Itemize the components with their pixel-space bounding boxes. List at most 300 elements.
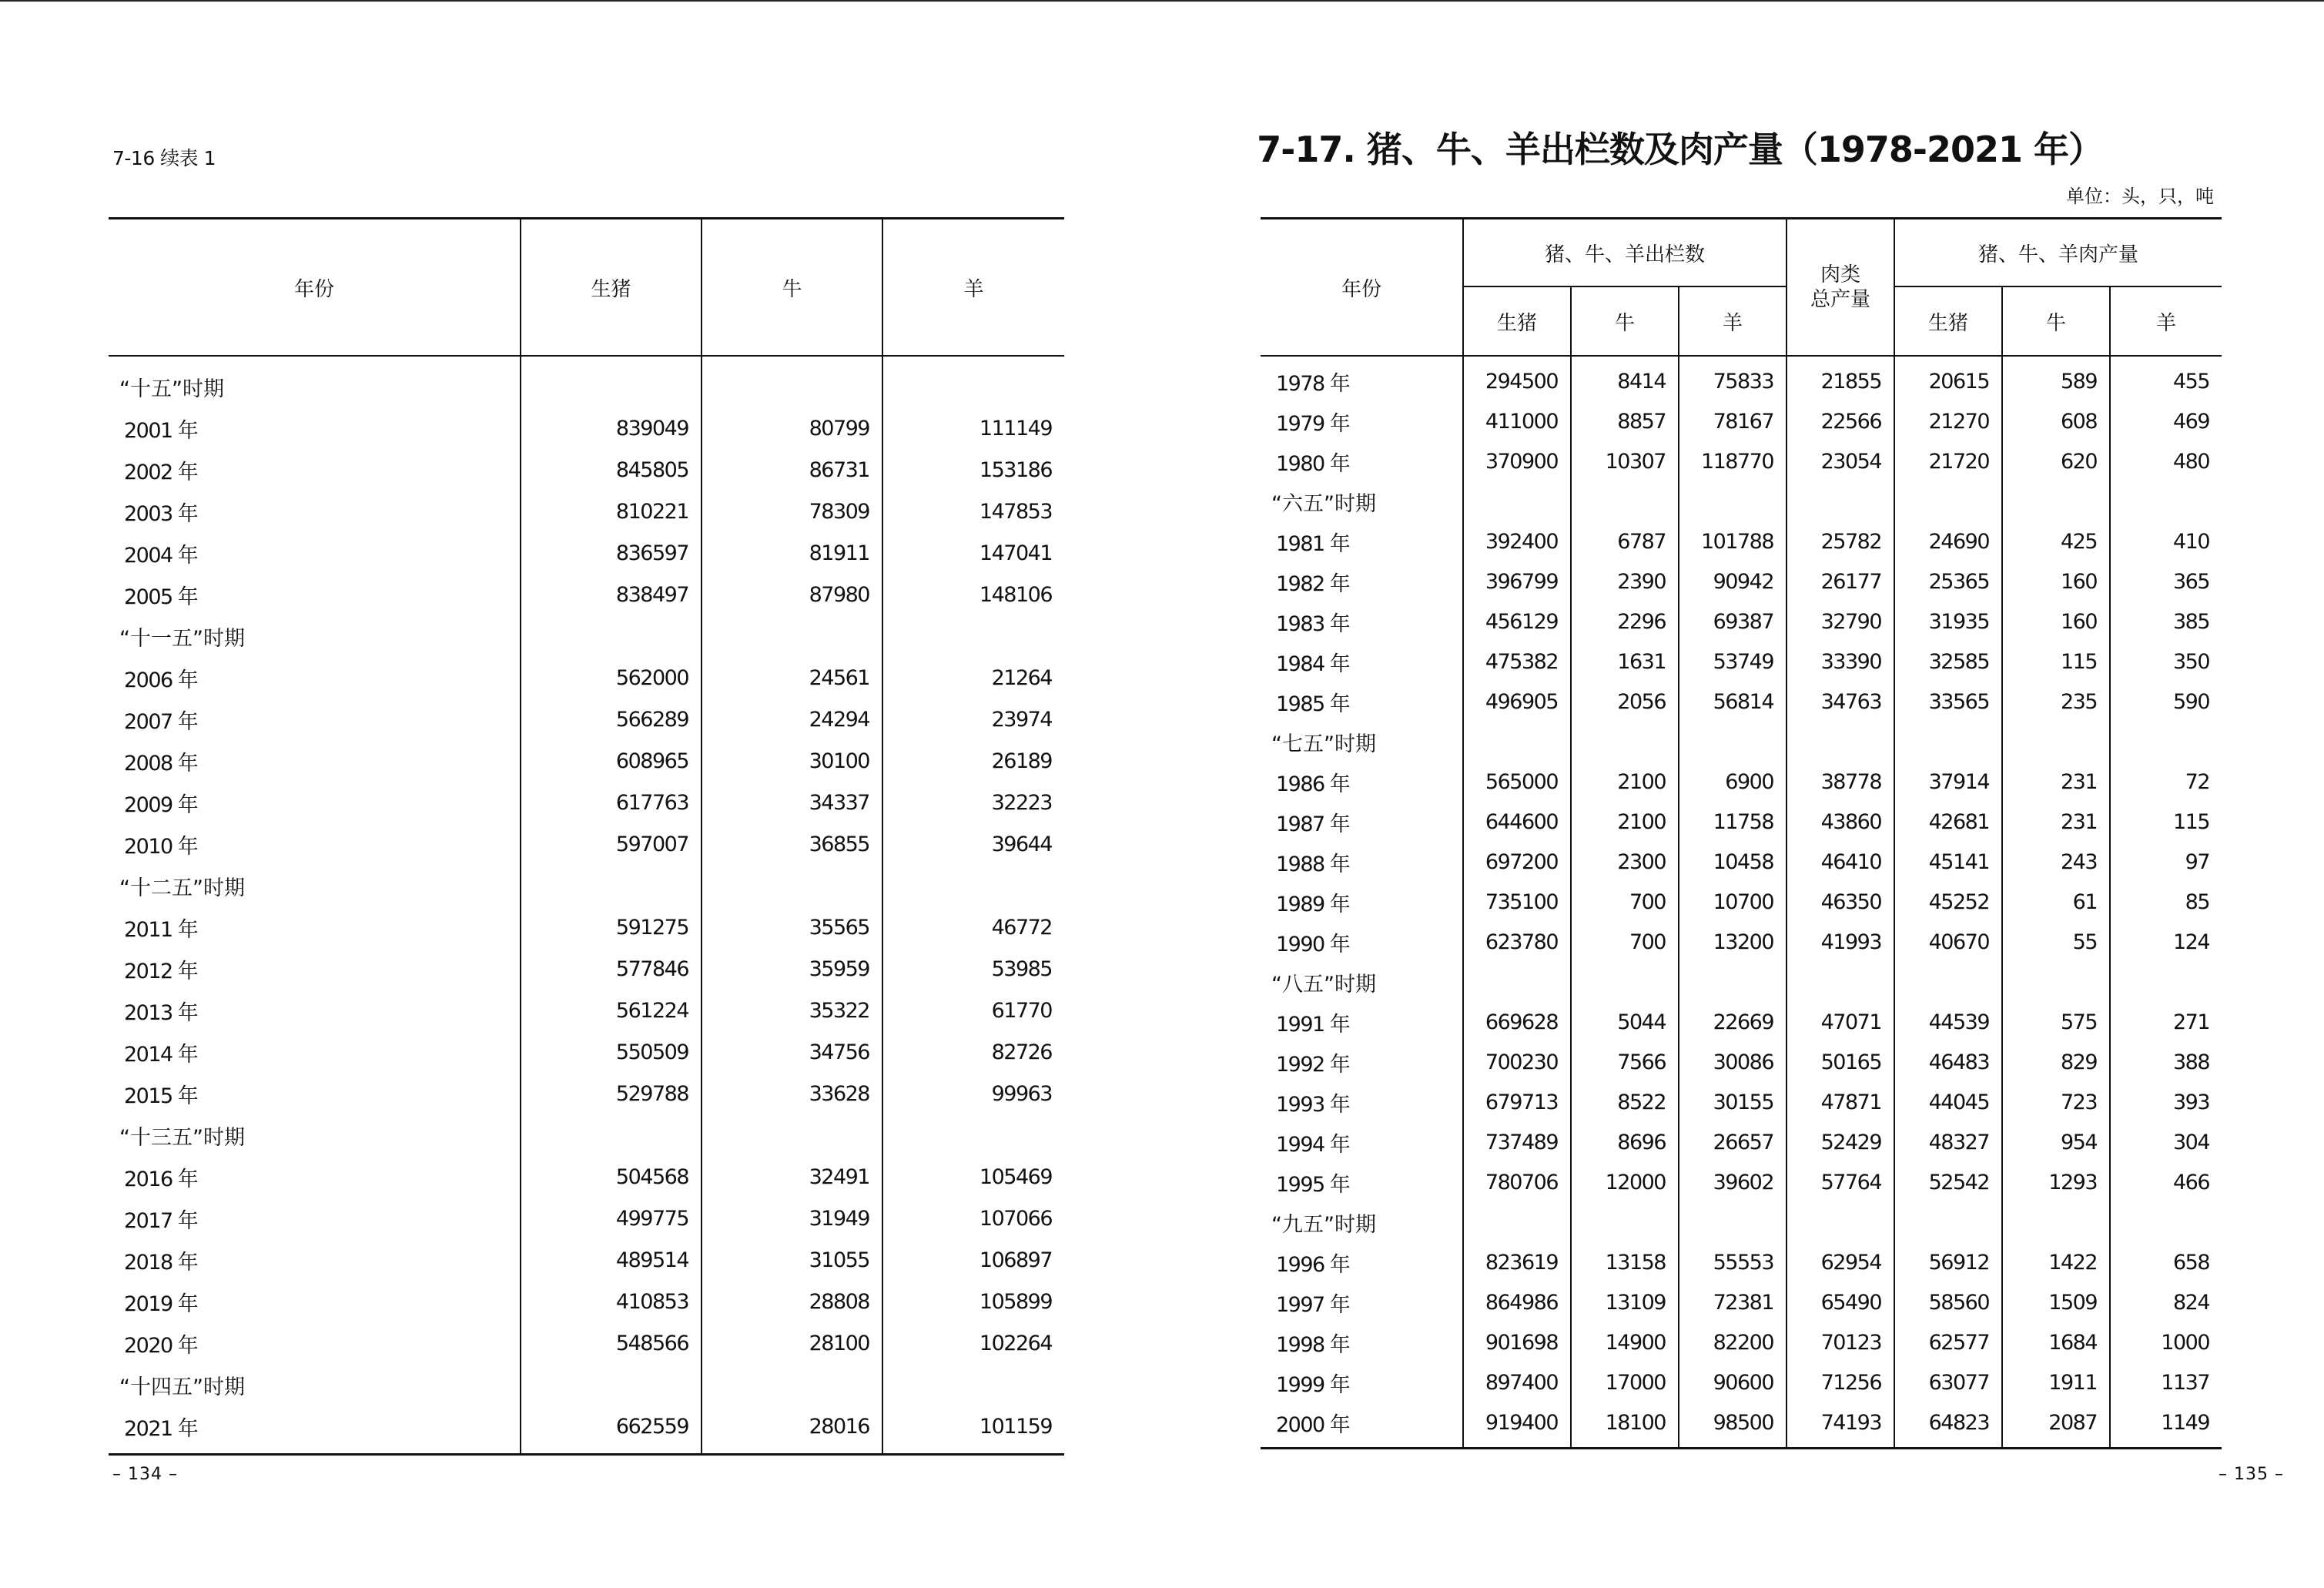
cattle-cell: 13109	[1571, 1282, 1679, 1322]
pork-cell: 32585	[1894, 642, 2002, 682]
pig-cell: 864986	[1463, 1282, 1571, 1322]
sheep-cell: 153186	[882, 449, 1064, 491]
year-cell: 1991 年	[1276, 1012, 1350, 1037]
pig-cell: 845805	[521, 449, 702, 491]
pig-cell: 489514	[521, 1239, 702, 1281]
table-header-row	[109, 219, 1064, 357]
beef-cell: 231	[2002, 802, 2110, 842]
cattle-cell: 32491	[702, 1156, 882, 1198]
sheep-cell: 107066	[882, 1198, 1064, 1239]
pig-cell: 496905	[1463, 682, 1571, 722]
cattle-cell: 13158	[1571, 1242, 1679, 1282]
cattle-cell: 24294	[702, 699, 882, 740]
pork-cell: 24690	[1894, 521, 2002, 561]
mutton-cell: 480	[2110, 441, 2222, 481]
total-cell: 38778	[1787, 762, 1894, 802]
cattle-cell: 8414	[1571, 356, 1679, 401]
cattle-cell: 2056	[1571, 682, 1679, 722]
cattle-cell: 34756	[702, 1031, 882, 1073]
table-row	[1261, 842, 2222, 882]
pork-cell: 20615	[1894, 356, 2002, 401]
year-cell: 2020 年	[124, 1333, 198, 1358]
mutton-cell: 97	[2110, 842, 2222, 882]
year-cell: 2001 年	[124, 418, 198, 443]
year-cell: 2006 年	[124, 668, 198, 692]
sheep-cell: 90600	[1679, 1362, 1787, 1402]
year-cell: 2005 年	[124, 585, 198, 609]
cattle-cell: 36855	[702, 823, 882, 865]
cattle-cell: 1631	[1571, 642, 1679, 682]
beef-cell: 243	[2002, 842, 2110, 882]
empty-cell	[1463, 1202, 1571, 1242]
cattle-cell: 8522	[1571, 1082, 1679, 1122]
empty-cell	[702, 356, 882, 407]
sheep-cell: 101159	[882, 1405, 1064, 1455]
subheader-beef: 牛	[2002, 286, 2110, 356]
beef-cell: 235	[2002, 682, 2110, 722]
pork-cell: 44539	[1894, 1002, 2002, 1042]
empty-cell	[882, 356, 1064, 407]
empty-cell	[1787, 722, 1894, 762]
mutton-cell: 85	[2110, 882, 2222, 922]
pork-cell: 44045	[1894, 1082, 2002, 1122]
year-cell: 1984 年	[1276, 652, 1350, 676]
header-year: 年份	[1261, 219, 1463, 357]
empty-cell	[521, 1114, 702, 1156]
year-cell: 2008 年	[124, 751, 198, 776]
header-total-meat-line2: 总产量	[1810, 288, 1871, 311]
sheep-cell: 105469	[882, 1156, 1064, 1198]
pig-cell: 644600	[1463, 802, 1571, 842]
pig-cell: 561224	[521, 990, 702, 1031]
sheep-cell: 13200	[1679, 922, 1787, 962]
table-row	[109, 1322, 1064, 1364]
total-cell: 74193	[1787, 1402, 1894, 1449]
total-cell: 57764	[1787, 1162, 1894, 1202]
empty-cell	[702, 1364, 882, 1405]
year-cell: 2004 年	[124, 543, 198, 568]
sheep-cell: 147853	[882, 491, 1064, 532]
empty-cell	[1894, 962, 2002, 1002]
period-row	[1261, 722, 2222, 762]
empty-cell	[1679, 962, 1787, 1002]
cattle-cell: 12000	[1571, 1162, 1679, 1202]
empty-cell	[1679, 722, 1787, 762]
mutton-cell: 388	[2110, 1042, 2222, 1082]
pig-cell: 370900	[1463, 441, 1571, 481]
empty-cell	[2002, 962, 2110, 1002]
empty-cell	[2002, 722, 2110, 762]
year-cell: 1993 年	[1276, 1092, 1350, 1117]
table-row	[1261, 1042, 2222, 1082]
year-cell: 2000 年	[1276, 1412, 1350, 1437]
table-row	[1261, 356, 2222, 401]
pork-cell: 64823	[1894, 1402, 2002, 1449]
empty-cell	[521, 1364, 702, 1405]
mutton-cell: 590	[2110, 682, 2222, 722]
total-cell: 34763	[1787, 682, 1894, 722]
table-row	[109, 1156, 1064, 1198]
year-cell: 2002 年	[124, 460, 198, 484]
pig-cell: 623780	[1463, 922, 1571, 962]
sheep-cell: 11758	[1679, 802, 1787, 842]
sheep-cell: 69387	[1679, 601, 1787, 642]
empty-cell	[1571, 481, 1679, 521]
empty-cell	[1463, 722, 1571, 762]
beef-cell: 575	[2002, 1002, 2110, 1042]
empty-cell	[2110, 962, 2222, 1002]
cattle-cell: 31949	[702, 1198, 882, 1239]
empty-cell	[2110, 722, 2222, 762]
year-cell: 2019 年	[124, 1292, 198, 1316]
table-row	[109, 574, 1064, 615]
beef-cell: 160	[2002, 601, 2110, 642]
year-cell: 1978 年	[1276, 371, 1350, 396]
pig-cell: 550509	[521, 1031, 702, 1073]
empty-cell	[702, 615, 882, 657]
cattle-cell: 28808	[702, 1281, 882, 1322]
continued-table-label: 7-16 续表 1	[112, 147, 216, 169]
period-label: “十五”时期	[119, 377, 224, 401]
pig-cell: 504568	[521, 1156, 702, 1198]
sheep-cell: 111149	[882, 407, 1064, 449]
cattle-cell: 80799	[702, 407, 882, 449]
total-cell: 47871	[1787, 1082, 1894, 1122]
sheep-cell: 118770	[1679, 441, 1787, 481]
pork-cell: 42681	[1894, 802, 2002, 842]
year-cell: 1988 年	[1276, 852, 1350, 876]
year-cell: 1981 年	[1276, 531, 1350, 556]
period-row	[109, 356, 1064, 407]
cattle-cell: 2390	[1571, 561, 1679, 601]
pork-cell: 63077	[1894, 1362, 2002, 1402]
pork-cell: 21720	[1894, 441, 2002, 481]
total-cell: 41993	[1787, 922, 1894, 962]
sheep-cell: 32223	[882, 782, 1064, 823]
total-cell: 33390	[1787, 642, 1894, 682]
beef-cell: 954	[2002, 1122, 2110, 1162]
header-meat-group: 猪、牛、羊肉产量	[1894, 219, 2222, 287]
cattle-cell: 86731	[702, 449, 882, 491]
table-row	[109, 532, 1064, 574]
total-cell: 65490	[1787, 1282, 1894, 1322]
total-cell: 71256	[1787, 1362, 1894, 1402]
sheep-cell: 39602	[1679, 1162, 1787, 1202]
cattle-cell: 35959	[702, 948, 882, 990]
header-pig: 生猪	[521, 219, 702, 357]
pig-cell: 700230	[1463, 1042, 1571, 1082]
year-cell: 1985 年	[1276, 692, 1350, 716]
period-row	[1261, 962, 2222, 1002]
pig-cell: 838497	[521, 574, 702, 615]
mutton-cell: 455	[2110, 356, 2222, 401]
year-cell: 1982 年	[1276, 571, 1350, 596]
right-page	[1162, 0, 2324, 1588]
year-cell: 1992 年	[1276, 1052, 1350, 1077]
sheep-cell: 106897	[882, 1239, 1064, 1281]
table-row	[1261, 922, 2222, 962]
sheep-cell: 46772	[882, 906, 1064, 948]
cattle-cell: 6787	[1571, 521, 1679, 561]
header-total-meat	[1787, 219, 1894, 357]
subheader-mutton: 羊	[2110, 286, 2222, 356]
table-row	[109, 1239, 1064, 1281]
pork-cell: 33565	[1894, 682, 2002, 722]
mutton-cell: 115	[2110, 802, 2222, 842]
mutton-cell: 385	[2110, 601, 2222, 642]
period-label: “十一五”时期	[119, 626, 245, 651]
pig-cell: 735100	[1463, 882, 1571, 922]
sheep-cell: 6900	[1679, 762, 1787, 802]
pork-cell: 58560	[1894, 1282, 2002, 1322]
mutton-cell: 469	[2110, 401, 2222, 441]
year-cell: 2016 年	[124, 1167, 198, 1191]
sheep-cell: 98500	[1679, 1402, 1787, 1449]
beef-cell: 1509	[2002, 1282, 2110, 1322]
sheep-cell: 147041	[882, 532, 1064, 574]
sheep-cell: 90942	[1679, 561, 1787, 601]
sheep-cell: 82726	[882, 1031, 1064, 1073]
cattle-cell: 24561	[702, 657, 882, 699]
right-data-table	[1261, 217, 2222, 1449]
beef-cell: 2087	[2002, 1402, 2110, 1449]
year-cell: 1995 年	[1276, 1172, 1350, 1197]
year-cell: 1994 年	[1276, 1132, 1350, 1157]
pig-cell: 294500	[1463, 356, 1571, 401]
pig-cell: 411000	[1463, 401, 1571, 441]
mutton-cell: 824	[2110, 1282, 2222, 1322]
mutton-cell: 410	[2110, 521, 2222, 561]
total-cell: 32790	[1787, 601, 1894, 642]
pork-cell: 56912	[1894, 1242, 2002, 1282]
unit-label: 单位：头，只，吨	[2066, 186, 2214, 207]
empty-cell	[1894, 1202, 2002, 1242]
period-row	[1261, 1202, 2222, 1242]
sheep-cell: 23974	[882, 699, 1064, 740]
table-row	[109, 657, 1064, 699]
year-cell: 1979 年	[1276, 411, 1350, 436]
year-cell: 1999 年	[1276, 1372, 1350, 1397]
year-cell: 2018 年	[124, 1250, 198, 1275]
pork-cell: 21270	[1894, 401, 2002, 441]
pig-cell: 897400	[1463, 1362, 1571, 1402]
pig-cell: 679713	[1463, 1082, 1571, 1122]
empty-cell	[2002, 481, 2110, 521]
mutton-cell: 393	[2110, 1082, 2222, 1122]
year-cell: 2014 年	[124, 1042, 198, 1067]
pig-cell: 499775	[521, 1198, 702, 1239]
sheep-cell: 53985	[882, 948, 1064, 990]
mutton-cell: 124	[2110, 922, 2222, 962]
pig-cell: 836597	[521, 532, 702, 574]
empty-cell	[882, 865, 1064, 906]
pig-cell: 737489	[1463, 1122, 1571, 1162]
cattle-cell: 30100	[702, 740, 882, 782]
pig-cell: 529788	[521, 1073, 702, 1114]
left-table-body	[109, 356, 1064, 1455]
sheep-cell: 53749	[1679, 642, 1787, 682]
mutton-cell: 365	[2110, 561, 2222, 601]
year-cell: 1987 年	[1276, 812, 1350, 836]
year-cell: 1997 年	[1276, 1292, 1350, 1317]
cattle-cell: 2296	[1571, 601, 1679, 642]
pork-cell: 25365	[1894, 561, 2002, 601]
year-cell: 2017 年	[124, 1208, 198, 1233]
cattle-cell: 700	[1571, 882, 1679, 922]
pig-cell: 662559	[521, 1405, 702, 1455]
cattle-cell: 87980	[702, 574, 882, 615]
empty-cell	[702, 1114, 882, 1156]
table-row	[1261, 1242, 2222, 1282]
sheep-cell: 30155	[1679, 1082, 1787, 1122]
beef-cell: 608	[2002, 401, 2110, 441]
cattle-cell: 35565	[702, 906, 882, 948]
table-header-row	[1261, 219, 2222, 287]
table-row	[1261, 1162, 2222, 1202]
pork-cell: 48327	[1894, 1122, 2002, 1162]
pig-cell: 780706	[1463, 1162, 1571, 1202]
sheep-cell: 39644	[882, 823, 1064, 865]
period-row	[109, 865, 1064, 906]
empty-cell	[1787, 1202, 1894, 1242]
period-label: “十二五”时期	[119, 876, 245, 900]
total-cell: 46350	[1787, 882, 1894, 922]
beef-cell: 1684	[2002, 1322, 2110, 1362]
period-label: “六五”时期	[1271, 491, 1376, 516]
header-total-meat-line1: 肉类	[1820, 263, 1861, 286]
table-row	[109, 823, 1064, 865]
total-cell: 26177	[1787, 561, 1894, 601]
sheep-cell: 10458	[1679, 842, 1787, 882]
mutton-cell: 466	[2110, 1162, 2222, 1202]
pork-cell: 52542	[1894, 1162, 2002, 1202]
table-row	[109, 1281, 1064, 1322]
empty-cell	[1571, 722, 1679, 762]
empty-cell	[521, 615, 702, 657]
empty-cell	[882, 1114, 1064, 1156]
pig-cell: 823619	[1463, 1242, 1571, 1282]
mutton-cell: 658	[2110, 1242, 2222, 1282]
pig-cell: 608965	[521, 740, 702, 782]
year-cell: 2013 年	[124, 1000, 198, 1025]
beef-cell: 589	[2002, 356, 2110, 401]
sheep-cell: 55553	[1679, 1242, 1787, 1282]
pig-cell: 669628	[1463, 1002, 1571, 1042]
pig-cell: 475382	[1463, 642, 1571, 682]
empty-cell	[2002, 1202, 2110, 1242]
table-row	[1261, 401, 2222, 441]
cattle-cell: 14900	[1571, 1322, 1679, 1362]
empty-cell	[1894, 481, 2002, 521]
header-sheep: 羊	[882, 219, 1064, 357]
cattle-cell: 2100	[1571, 802, 1679, 842]
cattle-cell: 700	[1571, 922, 1679, 962]
pig-cell: 839049	[521, 407, 702, 449]
pork-cell: 46483	[1894, 1042, 2002, 1082]
empty-cell	[2110, 481, 2222, 521]
pig-cell: 396799	[1463, 561, 1571, 601]
pork-cell: 40670	[1894, 922, 2002, 962]
pig-cell: 566289	[521, 699, 702, 740]
table-row	[1261, 441, 2222, 481]
left-data-table	[109, 217, 1064, 1456]
beef-cell: 620	[2002, 441, 2110, 481]
year-cell: 2009 年	[124, 792, 198, 817]
sheep-cell: 26657	[1679, 1122, 1787, 1162]
table-row	[1261, 601, 2222, 642]
mutton-cell: 304	[2110, 1122, 2222, 1162]
mutton-cell: 1149	[2110, 1402, 2222, 1449]
sheep-cell: 101788	[1679, 521, 1787, 561]
subheader-pork: 生猪	[1894, 286, 2002, 356]
table-row	[109, 1405, 1064, 1455]
beef-cell: 1422	[2002, 1242, 2110, 1282]
total-cell: 43860	[1787, 802, 1894, 842]
pig-cell: 810221	[521, 491, 702, 532]
table-row	[109, 782, 1064, 823]
empty-cell	[882, 615, 1064, 657]
total-cell: 21855	[1787, 356, 1894, 401]
empty-cell	[1571, 962, 1679, 1002]
sheep-cell: 99963	[882, 1073, 1064, 1114]
mutton-cell: 1000	[2110, 1322, 2222, 1362]
table-row	[1261, 561, 2222, 601]
cattle-cell: 33628	[702, 1073, 882, 1114]
table-row	[1261, 642, 2222, 682]
pig-cell: 577846	[521, 948, 702, 990]
beef-cell: 1293	[2002, 1162, 2110, 1202]
table-row	[109, 407, 1064, 449]
mutton-cell: 271	[2110, 1002, 2222, 1042]
year-cell: 1980 年	[1276, 451, 1350, 476]
subheader-sheep: 羊	[1679, 286, 1787, 356]
table-row	[1261, 1362, 2222, 1402]
cattle-cell: 35322	[702, 990, 882, 1031]
mutton-cell: 350	[2110, 642, 2222, 682]
table-row	[109, 990, 1064, 1031]
total-cell: 70123	[1787, 1322, 1894, 1362]
period-row	[109, 615, 1064, 657]
pork-cell: 31935	[1894, 601, 2002, 642]
sheep-cell: 82200	[1679, 1322, 1787, 1362]
sheep-cell: 61770	[882, 990, 1064, 1031]
table-row	[109, 1073, 1064, 1114]
pig-cell: 410853	[521, 1281, 702, 1322]
sheep-cell: 102264	[882, 1322, 1064, 1364]
table-row	[1261, 682, 2222, 722]
table-row	[1261, 802, 2222, 842]
cattle-cell: 8696	[1571, 1122, 1679, 1162]
sheep-cell: 56814	[1679, 682, 1787, 722]
header-cattle: 牛	[702, 219, 882, 357]
table-row	[109, 948, 1064, 990]
pig-cell: 597007	[521, 823, 702, 865]
total-cell: 50165	[1787, 1042, 1894, 1082]
cattle-cell: 28100	[702, 1322, 882, 1364]
period-label: “十三五”时期	[119, 1125, 245, 1150]
table-row	[109, 740, 1064, 782]
cattle-cell: 78309	[702, 491, 882, 532]
sheep-cell: 26189	[882, 740, 1064, 782]
year-cell: 1989 年	[1276, 892, 1350, 916]
header-year: 年份	[293, 277, 334, 301]
table-row	[1261, 1322, 2222, 1362]
beef-cell: 723	[2002, 1082, 2110, 1122]
table-row	[109, 906, 1064, 948]
header-slaughter-group: 猪、牛、羊出栏数	[1463, 219, 1787, 287]
period-row	[1261, 481, 2222, 521]
beef-cell: 160	[2002, 561, 2110, 601]
